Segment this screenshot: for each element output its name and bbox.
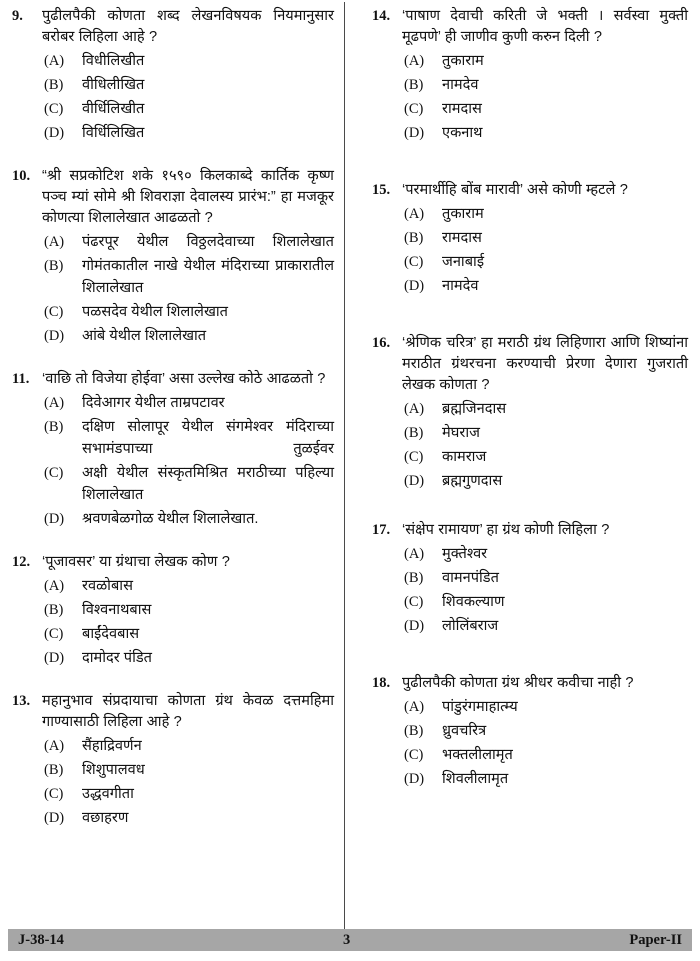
option-text: पळसदेव येथील शिलालेखात <box>82 304 228 320</box>
option-label: (B) <box>404 723 424 739</box>
option-text: दक्षिण सोलापूर येथील संगमेश्वर मंदिराच्या सभामंडपाच्या तुळईवर <box>82 419 334 457</box>
option-c[interactable] <box>402 744 688 766</box>
option-label: (B) <box>44 77 64 93</box>
option-list <box>42 575 334 669</box>
option-a[interactable] <box>402 398 688 420</box>
option-label: (D) <box>404 278 425 294</box>
option-b[interactable] <box>402 227 688 249</box>
question-17 <box>372 520 688 639</box>
option-label: (A) <box>404 206 425 222</box>
question-text: ‘संक्षेप रामायण’ हा ग्रंथ कोणी लिहिला ? <box>402 522 610 538</box>
option-label: (B) <box>44 762 64 778</box>
question-10 <box>12 166 334 349</box>
question-14 <box>372 6 688 146</box>
question-number: 14. <box>372 8 391 24</box>
question-body <box>402 673 688 792</box>
option-label: (B) <box>404 425 424 441</box>
option-label: (B) <box>44 419 64 435</box>
option-b[interactable] <box>402 422 688 444</box>
option-c[interactable] <box>402 98 688 120</box>
question-18 <box>372 673 688 792</box>
option-d[interactable] <box>42 647 334 669</box>
option-b[interactable] <box>42 759 334 781</box>
option-label: (C) <box>44 786 64 802</box>
option-label: (C) <box>44 101 64 117</box>
option-label: (D) <box>404 473 425 489</box>
option-label: (D) <box>44 328 65 344</box>
option-text: लोलिंबराज <box>442 618 499 634</box>
option-label: (C) <box>44 465 64 481</box>
option-text: विश्वनाथबास <box>82 602 152 618</box>
option-c[interactable] <box>42 301 334 323</box>
option-text: सैंहाद्रिवर्णन <box>82 738 142 754</box>
option-list <box>42 392 334 530</box>
option-a[interactable] <box>42 231 334 253</box>
option-text: पंढरपूर येथील विठ्ठलदेवाच्या शिलालेखात <box>82 234 334 250</box>
option-text: रामदास <box>442 230 482 246</box>
option-label: (D) <box>44 650 65 666</box>
option-text: दामोदर पंडित <box>82 650 153 666</box>
option-a[interactable] <box>42 735 334 757</box>
option-d[interactable] <box>42 508 334 530</box>
option-label: (B) <box>404 230 424 246</box>
option-text: नामदेव <box>442 77 479 93</box>
option-label: (C) <box>404 254 424 270</box>
option-label: (C) <box>404 747 424 763</box>
option-b[interactable] <box>402 74 688 96</box>
option-label: (C) <box>44 304 64 320</box>
option-c[interactable] <box>42 462 334 506</box>
option-b[interactable] <box>42 255 334 299</box>
question-number: 12. <box>12 554 31 570</box>
question-body <box>42 6 334 146</box>
question-13 <box>12 691 334 831</box>
option-label: (A) <box>44 234 65 250</box>
question-body <box>402 333 688 494</box>
option-list <box>42 50 334 144</box>
footer-paper-code: J-38-14 <box>18 931 64 948</box>
option-text: मुक्तेश्वर <box>442 546 488 562</box>
question-16 <box>372 333 688 494</box>
option-list <box>402 50 688 144</box>
option-label: (C) <box>404 449 424 465</box>
footer-paper-label: Paper-II <box>629 931 682 948</box>
question-number: 18. <box>372 675 391 691</box>
option-text: एकनाथ <box>442 125 483 141</box>
option-text: शिवकल्याण <box>442 594 505 610</box>
option-text: श्रवणबेळगोळ येथील शिलालेखात. <box>82 511 259 527</box>
option-a[interactable] <box>42 50 334 72</box>
option-c[interactable] <box>402 591 688 613</box>
question-text: पुढीलपैकी कोणता शब्द लेखनविषयक नियमानुसार बरोबर लिहिला आहे ? <box>42 8 334 45</box>
option-a[interactable] <box>402 50 688 72</box>
question-body <box>42 369 334 532</box>
option-text: पांडुरंगमाहात्म्य <box>442 699 518 715</box>
question-body <box>42 552 334 671</box>
option-text: दिवेआगर येथील ताम्रपटावर <box>82 395 225 411</box>
question-15 <box>372 180 688 299</box>
option-label: (B) <box>44 602 64 618</box>
option-d[interactable] <box>402 615 688 637</box>
question-number: 16. <box>372 335 391 351</box>
option-a[interactable] <box>402 543 688 565</box>
page-footer <box>8 929 692 951</box>
question-text: ‘वाछि तो विजेया होईवा’ असा उल्लेख कोठे आढळतो ? <box>42 371 326 387</box>
left-column <box>0 0 350 930</box>
option-list <box>402 696 688 790</box>
option-label: (B) <box>44 258 64 274</box>
option-label: (A) <box>404 546 425 562</box>
option-list <box>402 203 688 297</box>
option-list <box>42 231 334 347</box>
option-label: (D) <box>44 125 65 141</box>
option-text: ब्रह्मगुणदास <box>442 473 503 489</box>
option-text: तुकाराम <box>442 206 484 222</box>
option-text: नामदेव <box>442 278 479 294</box>
option-d[interactable] <box>42 325 334 347</box>
option-text: मेघराज <box>442 425 480 441</box>
option-text: अक्षी येथील संस्कृतमिश्रित मराठीच्या पहिल्या शिलालेखात <box>82 465 334 503</box>
option-c[interactable] <box>402 446 688 468</box>
option-a[interactable] <box>42 575 334 597</box>
option-text: वीर्धिलिखीत <box>82 101 145 117</box>
option-label: (D) <box>44 511 65 527</box>
option-d[interactable] <box>402 470 688 492</box>
question-number: 10. <box>12 168 31 184</box>
option-label: (D) <box>404 618 425 634</box>
option-b[interactable] <box>42 416 334 460</box>
option-label: (D) <box>404 125 425 141</box>
option-text: कामराज <box>442 449 487 465</box>
option-d[interactable] <box>42 807 334 829</box>
option-text: आंबे येथील शिलालेखात <box>82 328 207 344</box>
option-label: (A) <box>404 401 425 417</box>
footer-page-number: 3 <box>343 931 351 948</box>
option-text: वछाहरण <box>82 810 129 826</box>
question-text: महानुभाव संप्रदायाचा कोणता ग्रंथ केवळ दत्तमहिमा गाण्यासाठी लिहिला आहे ? <box>42 693 334 730</box>
option-text: उद्धवगीता <box>82 786 134 802</box>
question-body <box>402 180 688 299</box>
option-b[interactable] <box>42 74 334 96</box>
question-11 <box>12 369 334 532</box>
option-text: ब्रह्मजिनदास <box>442 401 507 417</box>
option-label: (A) <box>44 578 65 594</box>
option-text: वीधिलीखित <box>82 77 145 93</box>
option-label: (A) <box>404 53 425 69</box>
question-text: ‘परमार्थीहि बोंब मारावी’ असे कोणी म्हटले ? <box>402 182 628 198</box>
question-9 <box>12 6 334 146</box>
option-a[interactable] <box>42 392 334 414</box>
option-d[interactable] <box>402 122 688 144</box>
option-c[interactable] <box>42 98 334 120</box>
option-b[interactable] <box>402 720 688 742</box>
question-text: पुढीलपैकी कोणता ग्रंथ श्रीधर कवीचा नाही ? <box>402 675 634 691</box>
option-label: (A) <box>44 53 65 69</box>
option-list <box>402 398 688 492</box>
option-c[interactable] <box>402 251 688 273</box>
option-a[interactable] <box>402 696 688 718</box>
option-text: तुकाराम <box>442 53 484 69</box>
question-number: 13. <box>12 693 31 709</box>
question-body <box>42 691 334 831</box>
question-number: 15. <box>372 182 391 198</box>
option-d[interactable] <box>402 275 688 297</box>
question-body <box>402 6 688 146</box>
question-12 <box>12 552 334 671</box>
option-text: विधीलिखीत <box>82 53 145 69</box>
option-label: (B) <box>404 77 424 93</box>
option-label: (C) <box>404 594 424 610</box>
option-label: (A) <box>404 699 425 715</box>
option-label: (A) <box>44 395 65 411</box>
option-text: बाईंदेवबास <box>82 626 140 642</box>
option-text: विर्धिलिखित <box>82 125 145 141</box>
option-text: शिशुपालवध <box>82 762 145 778</box>
question-text: “श्री सप्रकोटिश शके १५९० किलकाब्दे कार्तिक कृष्ण पञ्च म्यां सोमे श्री शिवराज्ञा देवालस्य प्रारंभ:” हा मजकूर कोणत्या शिलालेखात आढळतो ? <box>42 168 334 226</box>
question-body <box>42 166 334 349</box>
option-text: रवळोबास <box>82 578 133 594</box>
option-label: (C) <box>44 626 64 642</box>
option-label: (D) <box>404 771 425 787</box>
option-b[interactable] <box>42 599 334 621</box>
question-text: ‘पूजावसर’ या ग्रंथाचा लेखक कोण ? <box>42 554 230 570</box>
option-text: जनाबाई <box>442 254 484 270</box>
option-text: वामनपंडित <box>442 570 499 586</box>
option-label: (A) <box>44 738 65 754</box>
question-number: 17. <box>372 522 391 538</box>
question-number: 11. <box>12 371 30 387</box>
option-text: शिवलीलामृत <box>442 771 509 787</box>
question-text: ‘पाषाण देवाची करिती जे भक्ती । सर्वस्वा मुक्ती मूढपणे’ ही जाणीव कुणी करुन दिली ? <box>402 8 688 45</box>
option-label: (B) <box>404 570 424 586</box>
option-d[interactable] <box>42 122 334 144</box>
option-text: रामदास <box>442 101 482 117</box>
question-text: ‘श्रेणिक चरित्र’ हा मराठी ग्रंथ लिहिणारा आणि शिष्यांना मराठीत ग्रंथरचना करण्याची प्रेरणा देणारा गुजराती लेखक कोणता ? <box>402 335 688 393</box>
question-body <box>402 520 688 639</box>
option-list <box>402 543 688 637</box>
option-text: ध्रुवचरित्र <box>442 723 487 739</box>
option-c[interactable] <box>42 623 334 645</box>
option-text: गोमंतकातील नाखे येथील मंदिराच्या प्राकारातील शिलालेखात <box>82 258 334 296</box>
option-label: (C) <box>404 101 424 117</box>
option-d[interactable] <box>402 768 688 790</box>
right-column <box>350 0 700 930</box>
option-b[interactable] <box>402 567 688 589</box>
option-list <box>42 735 334 829</box>
option-c[interactable] <box>42 783 334 805</box>
option-label: (D) <box>44 810 65 826</box>
option-a[interactable] <box>402 203 688 225</box>
option-text: भक्तलीलामृत <box>442 747 513 763</box>
question-number: 9. <box>12 8 23 24</box>
